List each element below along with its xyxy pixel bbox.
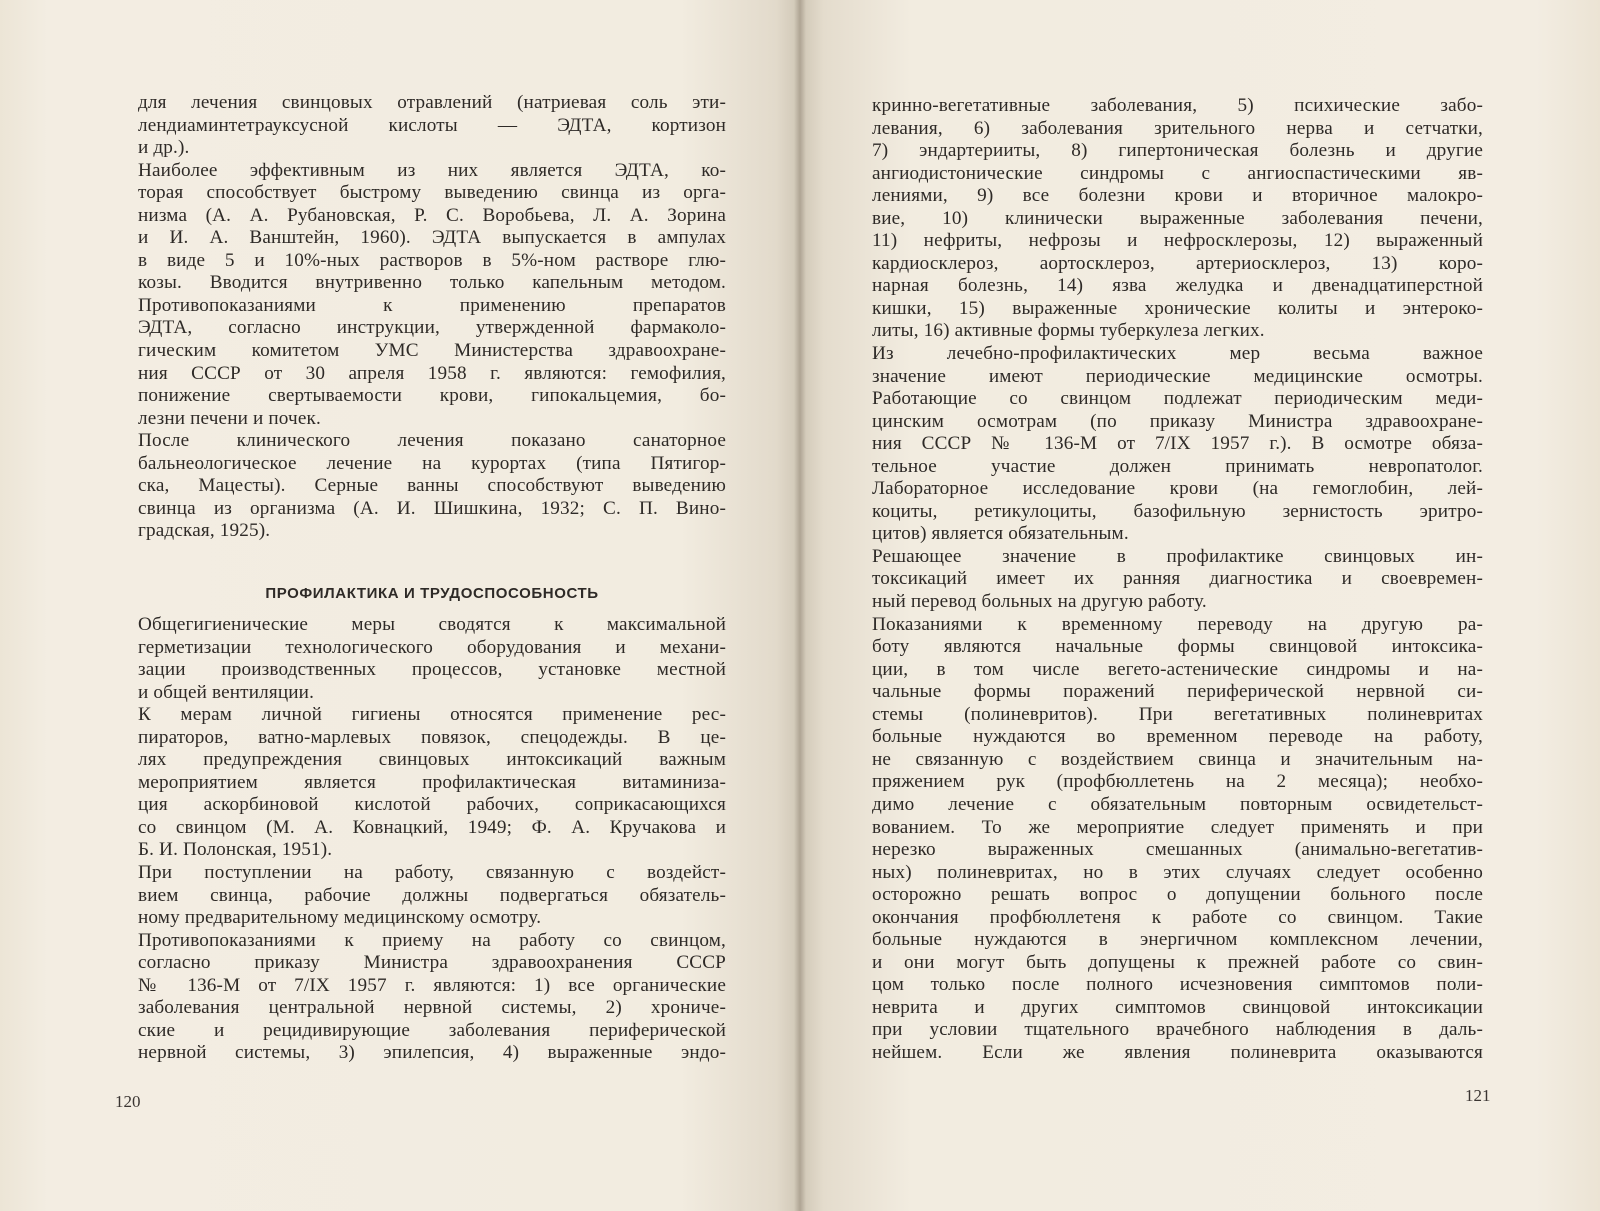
text-line: ния СССР № 136-М от 7/IX 1957 г.). В осмотре обяза- [872, 433, 1483, 455]
text-line: торая способствует быстрому выведению свинца из орга- [138, 182, 726, 204]
text-line: цом только после полного исчезновения симптомов поли- [872, 974, 1483, 996]
text-line: понижение свертываемости крови, гипокальцемия, бо- [138, 385, 726, 407]
text-line: Из лечебно-профилактических мер весьма важное [872, 343, 1483, 365]
text-line: окончания профбюллетеня к работе со свинцом. Такие [872, 906, 1483, 928]
text-line: ный перевод больных на другую работу. [872, 591, 1207, 613]
text-line: нейшем. Если же явления полиневрита оказываются [872, 1041, 1483, 1063]
text-line: лендиаминтетрауксусной кислоты — ЭДТА, кортизон [138, 114, 726, 136]
text-line: неврита и других симптомов свинцовой интоксикации [872, 996, 1483, 1018]
text-line: Лабораторное исследование крови (на гемоглобин, лей- [872, 478, 1483, 500]
text-line: кринно-вегетативные заболевания, 5) психические забо- [872, 95, 1483, 116]
text-line: После клинического лечения показано санаторное [138, 430, 726, 452]
text-line: кишки, 15) выраженные хронические колиты и энтероко- [872, 297, 1483, 319]
text-line: ские и рецидивирующие заболевания периферической [138, 1019, 726, 1041]
text-line: мероприятием является профилактическая витаминиза- [138, 771, 726, 793]
text-line: токсикаций имеет их ранняя диагностика и своевремен- [872, 568, 1483, 590]
text-line: вие, 10) клинически выраженные заболевания печени, [872, 207, 1483, 229]
text-line: ции, в том числе вегето-астенические синдромы и на- [872, 658, 1483, 680]
text-line: чальные формы поражений периферической нервной си- [872, 681, 1483, 703]
right-page [800, 0, 1600, 1211]
text-line: лезни печени и почек. [138, 407, 321, 429]
text-line: гическим комитетом УМС Министерства здравоохране- [138, 340, 726, 362]
text-line: Решающее значение в профилактике свинцовых ин- [872, 545, 1483, 567]
text-line: Показаниями к временному переводу на другую ра- [872, 613, 1483, 635]
text-line: 11) нефриты, нефрозы и нефросклерозы, 12) выраженный [872, 230, 1483, 252]
text-line: кардиосклероз, аортосклероз, артериосклероз, 13) коро- [872, 252, 1483, 274]
text-line: Общегигиенические меры сводятся к максимальной [138, 614, 726, 635]
text-line: Б. И. Полонская, 1951). [138, 839, 333, 861]
text-line: Противопоказаниями к приему на работу со свинцом, [138, 929, 726, 951]
text-line: пираторов, ватно-марлевых повязок, спецодежды. В це- [138, 726, 726, 748]
text-line: ска, Мацесты). Серные ванны способствуют выведению [138, 475, 726, 497]
text-line: нервной системы, 3) эпилепсия, 4) выраженные эндо- [138, 1042, 726, 1064]
text-line: цинским осмотрам (по приказу Министра здравоохране- [872, 410, 1483, 432]
text-line: боту являются начальные формы свинцовой интоксика- [872, 636, 1483, 658]
text-line: при условии тщательного врачебного наблюдения в даль- [872, 1019, 1483, 1041]
text-line: вованием. То же мероприятие следует применять и при [872, 816, 1483, 838]
text-line: ния СССР от 30 апреля 1958 г. являются: гемофилия, [138, 362, 726, 384]
text-line: со свинцом (М. А. Ковнацкий, 1949; Ф. А. Кручакова и [138, 816, 726, 838]
text-line: и И. А. Ванштейн, 1960). ЭДТА выпускается в ампулах [138, 227, 726, 249]
text-line: ангиодистонические синдромы с ангиоспастическими яв- [872, 162, 1483, 184]
text-line: № 136-М от 7/IX 1957 г. являются: 1) все органические [138, 974, 726, 996]
text-line: нерезко выраженных смешанных (анимально-вегетатив- [872, 839, 1483, 861]
text-line: осторожно решать вопрос о допущении больного после [872, 884, 1483, 906]
text-line: больные нуждаются в энергичном комплексном лечении, [872, 929, 1483, 951]
text-line: Работающие со свинцом подлежат периодическим меди- [872, 388, 1483, 410]
text-line: лениями, 9) все болезни крови и вторичное малокро- [872, 185, 1483, 207]
text-line: К мерам личной гигиены относятся применение рес- [138, 704, 726, 726]
text-line: нарная болезнь, 14) язва желудка и двенадцатиперстной [872, 275, 1483, 297]
text-line: больные нуждаются во временном переводе на работу, [872, 726, 1483, 748]
text-line: левания, 6) заболевания зрительного нерва и сетчатки, [872, 117, 1483, 139]
text-line: и общей вентиляции. [138, 681, 315, 703]
text-line: Наиболее эффективным из них является ЭДТА, ко- [138, 159, 726, 181]
text-line: козы. Вводится внутривенно только капельным методом. [138, 272, 726, 294]
text-line: ция аскорбиновой кислотой рабочих, соприкасающихся [138, 794, 726, 816]
text-line: заболевания центральной нервной системы, 2) хрониче- [138, 997, 726, 1019]
text-line: вием свинца, рабочие должны подвергаться обязатель- [138, 884, 726, 906]
text-line: При поступлении на работу, связанную с воздейст- [138, 862, 726, 884]
text-line: ных) полиневритах, но в этих случаях следует особенно [872, 861, 1483, 883]
book-gutter [794, 0, 806, 1211]
text-line: свинца из организма (А. И. Шишкина, 1932; С. П. Вино- [138, 497, 726, 519]
text-line: и они могут быть допущены к прежней работе со свин- [872, 951, 1483, 973]
text-line: в виде 5 и 10%-ных растворов в 5%-ном растворе глю- [138, 249, 726, 271]
text-line: для лечения свинцовых отравлений (натриевая соль эти- [138, 92, 726, 113]
text-line: зации производственных процессов, установке местной [138, 659, 726, 681]
text-line: ному предварительному медицинскому осмотру. [138, 907, 542, 929]
text-line: лях предупреждения свинцовых интоксикаций важным [138, 749, 726, 771]
text-line: 7) эндартерииты, 8) гипертоническая болезнь и другие [872, 140, 1483, 162]
text-line: димо лечение с обязательным повторным освидетельст- [872, 793, 1483, 815]
text-line: не связанную с воздействием свинца и значительным на- [872, 748, 1483, 770]
text-line: низма (А. А. Рубановская, Р. С. Воробьева, Л. А. Зорина [138, 204, 726, 226]
text-line: тельное участие должен принимать невропатолог. [872, 455, 1483, 477]
section-heading: ПРОФИЛАКТИКА И ТРУДОСПОСОБНОСТЬ [265, 585, 599, 602]
left-text-bottom [138, 614, 726, 1065]
right-text [872, 95, 1483, 1065]
text-line: литы, 16) активные формы туберкулеза легких. [872, 320, 1265, 342]
text-line: пряжением рук (профбюллетень на 2 месяца); необхо- [872, 771, 1483, 793]
text-line: Противопоказаниями к применению препаратов [138, 294, 726, 316]
text-line: ЭДТА, согласно инструкции, утвержденной фармаколо- [138, 317, 726, 339]
text-line: согласно приказу Министра здравоохранения СССР [138, 952, 726, 974]
text-line: и др.). [138, 137, 190, 159]
left-text-top [138, 92, 726, 543]
text-line: градская, 1925). [138, 520, 271, 542]
text-line: цитов) является обязательным. [872, 523, 1129, 545]
text-line: стемы (полиневритов). При вегетативных полиневритах [872, 703, 1483, 725]
page-number-left: 120 [115, 1092, 141, 1111]
text-line: герметизации технологического оборудования и механи- [138, 636, 726, 658]
page-number-right: 121 [1465, 1086, 1491, 1105]
text-line: бальнеологическое лечение на курортах (типа Пятигор- [138, 452, 726, 474]
text-line: коциты, ретикулоциты, базофильную зернистость эритро- [872, 500, 1483, 522]
text-line: значение имеют периодические медицинские осмотры. [872, 365, 1483, 387]
